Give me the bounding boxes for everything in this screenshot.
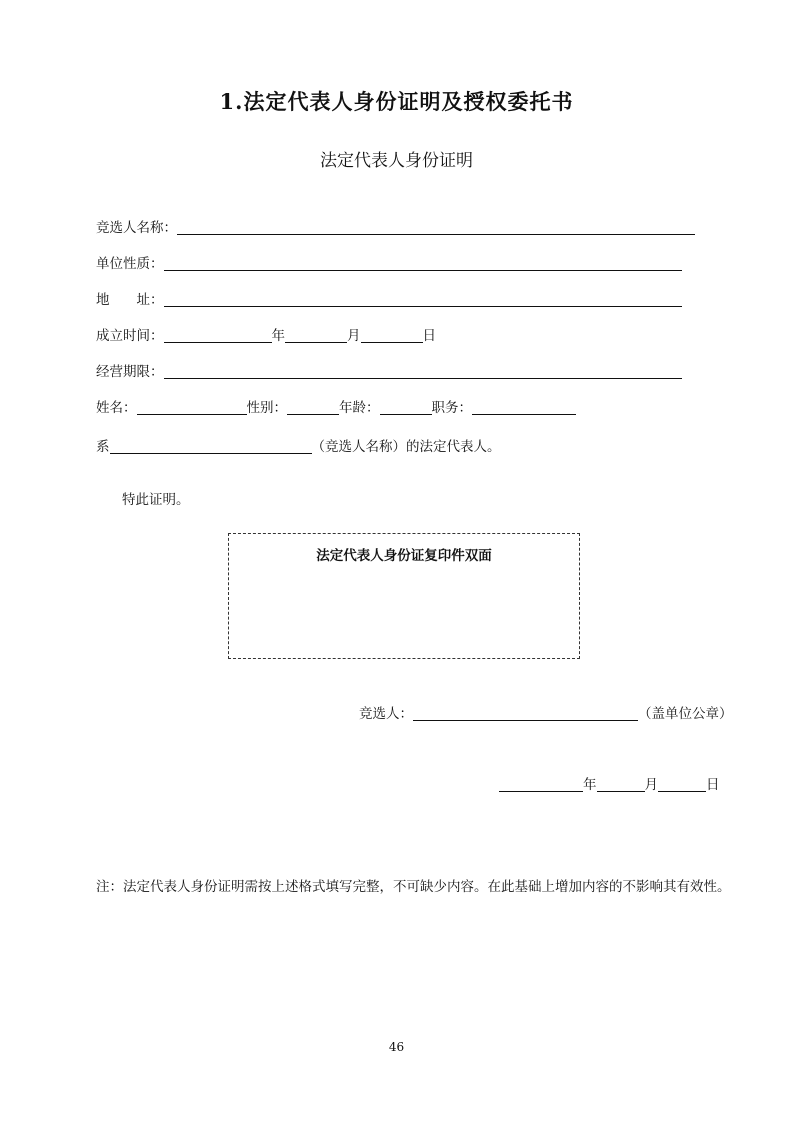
signature-month-label: 月 bbox=[644, 777, 658, 793]
page-number: 46 bbox=[388, 1040, 405, 1054]
signature-date-row bbox=[499, 775, 720, 795]
id-copy-box bbox=[228, 533, 580, 659]
position-label: 职务： bbox=[431, 400, 472, 416]
established-year-field[interactable] bbox=[164, 328, 272, 343]
bidder-signature-field[interactable] bbox=[413, 706, 638, 721]
signature-year-label: 年 bbox=[583, 777, 597, 793]
unit-nature-field[interactable] bbox=[164, 256, 682, 271]
business-term-row bbox=[96, 362, 682, 382]
business-term-label: 经营期限： bbox=[96, 364, 164, 380]
rep-company-field[interactable] bbox=[110, 439, 312, 454]
established-row bbox=[96, 326, 436, 346]
name-label: 姓名： bbox=[96, 400, 137, 416]
bidder-label: 竞选人： bbox=[359, 706, 413, 722]
certify-text: 特此证明。 bbox=[122, 492, 190, 508]
bidder-name-label: 竞选人名称： bbox=[96, 220, 177, 236]
established-label: 成立时间： bbox=[96, 328, 164, 344]
seal-note: （盖单位公章） bbox=[638, 706, 733, 722]
footnote: 注：法定代表人身份证明需按上述格式填写完整，不可缺少内容。在此基础上增加内容的不影响其有效性。 bbox=[96, 879, 731, 895]
address-row bbox=[96, 290, 682, 310]
name-field[interactable] bbox=[137, 400, 247, 415]
day-label: 日 bbox=[422, 328, 436, 344]
signature-day-field[interactable] bbox=[658, 777, 706, 792]
gender-field[interactable] bbox=[287, 400, 339, 415]
rep-prefix: 系 bbox=[96, 439, 110, 455]
section-title: 法定代表人身份证明 bbox=[320, 151, 473, 171]
id-copy-box-label: 法定代表人身份证复印件双面 bbox=[316, 548, 492, 564]
unit-nature-row bbox=[96, 254, 682, 274]
legal-rep-row bbox=[96, 437, 501, 457]
established-month-field[interactable] bbox=[285, 328, 347, 343]
gender-label: 性别： bbox=[246, 400, 287, 416]
age-label: 年龄： bbox=[339, 400, 380, 416]
address-label: 地 址： bbox=[96, 292, 164, 308]
rep-suffix: （竞选人名称）的法定代表人。 bbox=[311, 439, 501, 455]
bidder-signature-row bbox=[359, 704, 733, 724]
page-title: 1.法定代表人身份证明及授权委托书 bbox=[219, 89, 574, 114]
person-info-row bbox=[96, 398, 576, 418]
established-day-field[interactable] bbox=[361, 328, 423, 343]
signature-day-label: 日 bbox=[706, 777, 720, 793]
business-term-field[interactable] bbox=[164, 364, 682, 379]
address-field[interactable] bbox=[164, 292, 682, 307]
signature-month-field[interactable] bbox=[597, 777, 645, 792]
month-label: 月 bbox=[347, 328, 361, 344]
unit-nature-label: 单位性质： bbox=[96, 256, 164, 272]
year-label: 年 bbox=[271, 328, 285, 344]
bidder-name-field[interactable] bbox=[177, 220, 695, 235]
age-field[interactable] bbox=[380, 400, 432, 415]
bidder-name-row bbox=[96, 218, 695, 238]
signature-year-field[interactable] bbox=[499, 777, 583, 792]
position-field[interactable] bbox=[472, 400, 576, 415]
